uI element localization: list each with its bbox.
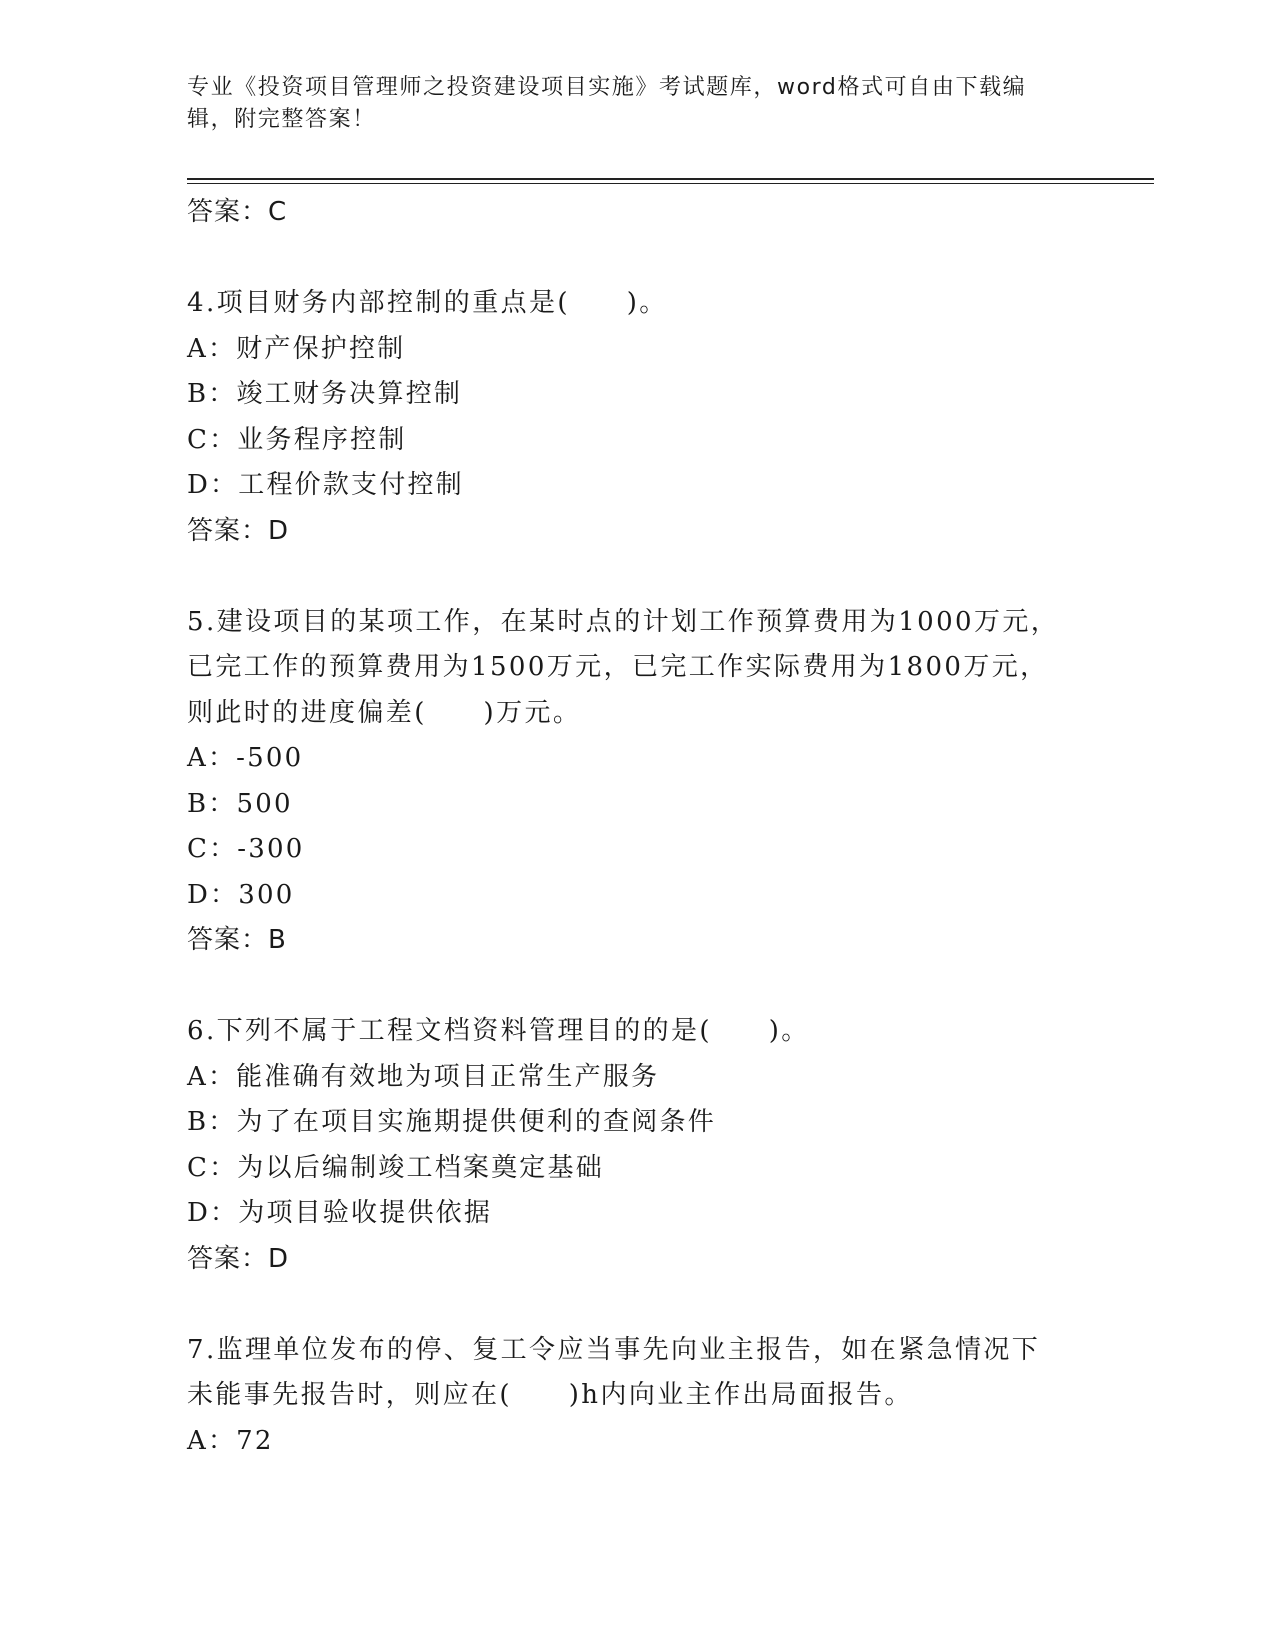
question-7-stem-line-1: 7.监理单位发布的停、复工令应当事先向业主报告，如在紧急情况下 — [187, 1334, 1041, 1365]
question-5-stem-line-3: 则此时的进度偏差( )万元。 — [187, 697, 582, 728]
question-6-answer: 答案：D — [187, 1243, 290, 1274]
question-4-option-c: C：业务程序控制 — [187, 424, 407, 455]
question-5-stem-line-1: 5.建设项目的某项工作，在某时点的计划工作预算费用为1000万元， — [187, 606, 1060, 637]
question-6-option-c: C：为以后编制竣工档案奠定基础 — [187, 1152, 604, 1183]
question-7 — [187, 1328, 1087, 1465]
spacer — [187, 236, 1087, 282]
question-4-answer: 答案：D — [187, 515, 290, 546]
question-5-option-d: D：300 — [187, 879, 295, 910]
question-7-option-a: A：72 — [187, 1425, 274, 1456]
question-7-stem-line-2: 未能事先报告时，则应在( )h内向业主作出局面报告。 — [187, 1380, 913, 1410]
question-5 — [187, 600, 1087, 964]
question-6-option-d: D：为项目验收提供依据 — [187, 1198, 493, 1228]
question-4-option-b: B：竣工财务决算控制 — [187, 379, 463, 409]
header-divider — [187, 178, 1154, 180]
question-6 — [187, 1009, 1087, 1282]
question-5-option-a: A：-500 — [187, 743, 304, 773]
question-4 — [187, 281, 1087, 554]
question-4-option-a: A：财产保护控制 — [187, 333, 406, 364]
question-4-stem: 4.项目财务内部控制的重点是( )。 — [187, 288, 668, 318]
question-6-stem: 6.下列不属于工程文档资料管理目的的是( )。 — [187, 1016, 810, 1046]
header-line-2: 辑，附完整答案！ — [187, 107, 376, 132]
spacer — [187, 1282, 1087, 1328]
header-divider-thin — [187, 183, 1154, 184]
previous-answer: 答案：C — [187, 197, 288, 227]
question-4-option-d: D：工程价款支付控制 — [187, 470, 464, 500]
question-5-answer: 答案：B — [187, 925, 287, 955]
header-line-1: 专业《投资项目管理师之投资建设项目实施》考试题库，word格式可自由下载编 — [187, 75, 1027, 100]
question-6-option-a: A：能准确有效地为项目正常生产服务 — [187, 1061, 660, 1092]
question-list — [187, 190, 1087, 1464]
question-5-stem-line-2: 已完工作的预算费用为1500万元，已完工作实际费用为1800万元， — [187, 652, 1049, 682]
question-5-option-c: C：-300 — [187, 834, 305, 864]
spacer — [187, 554, 1087, 600]
question-5-option-b: B：500 — [187, 788, 293, 819]
document-header — [187, 72, 1067, 136]
spacer — [187, 964, 1087, 1010]
question-6-option-b: B：为了在项目实施期提供便利的查阅条件 — [187, 1107, 716, 1137]
